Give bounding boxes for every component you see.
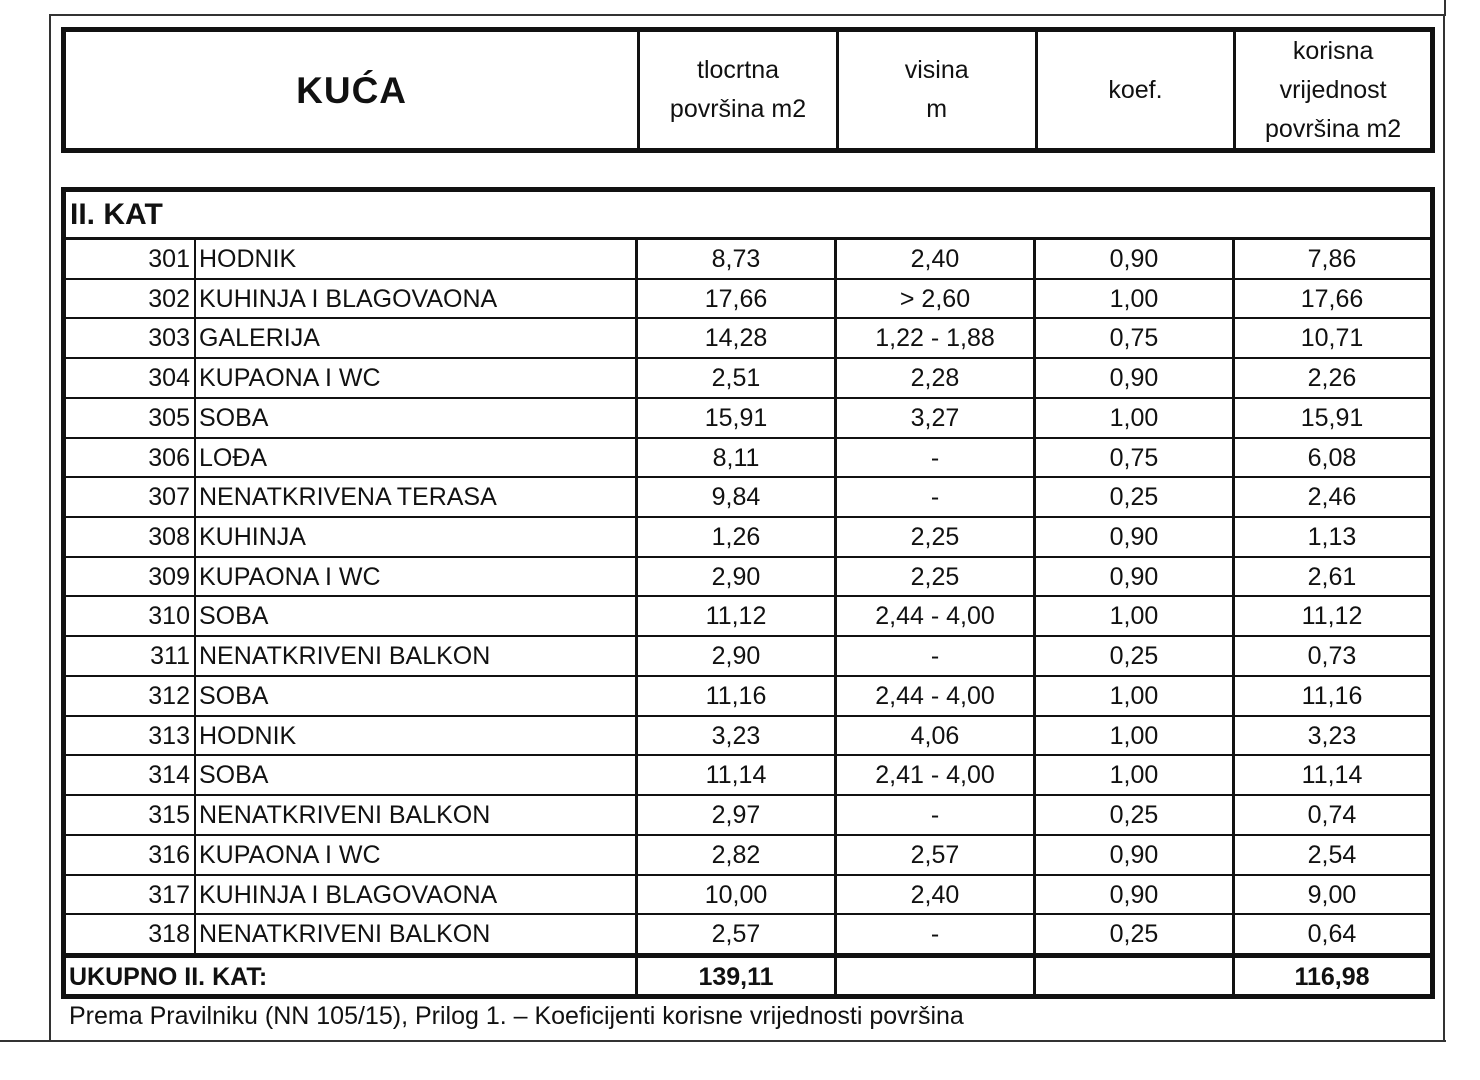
room-name-cell: GALERIJA	[196, 319, 638, 357]
room-number-cell: 310	[66, 597, 196, 635]
room-number-cell: 314	[66, 756, 196, 794]
useful-area-cell: 2,46	[1307, 483, 1357, 512]
header-floor-area	[637, 32, 836, 148]
height-cell: 4,06	[837, 717, 1036, 755]
header-height	[836, 32, 1035, 148]
floor-area-cell: 2,97	[638, 796, 837, 834]
room-number-cell: 304	[66, 359, 196, 397]
room-name-cell: KUPAONA I WC	[196, 836, 638, 874]
floor-area-cell: 2,90	[638, 637, 837, 675]
total-useful-area: 116,98	[1294, 962, 1370, 991]
floor-area-cell: 2,51	[638, 359, 837, 397]
floor-area-cell: 11,16	[638, 677, 837, 715]
floor-area-cell: 11,14	[638, 756, 837, 794]
coefficient-cell: 1,00	[1036, 399, 1235, 437]
room-name-cell: SOBA	[196, 399, 638, 437]
table-row	[66, 915, 1430, 955]
room-number-cell: 308	[66, 518, 196, 556]
room-name-cell: SOBA	[196, 677, 638, 715]
coefficient-cell: 0,90	[1036, 359, 1235, 397]
room-number-cell: 317	[66, 876, 196, 914]
table-row	[66, 637, 1430, 677]
room-name-cell: LOĐA	[196, 439, 638, 477]
header-table	[61, 27, 1435, 153]
table-row	[66, 876, 1430, 916]
height-cell: 2,25	[837, 518, 1036, 556]
room-number-cell: 305	[66, 399, 196, 437]
floor-area-cell: 8,73	[638, 240, 837, 278]
floor-area-cell: 11,12	[638, 597, 837, 635]
header-floor-area-line1: tlocrtna	[697, 56, 779, 84]
table-row	[66, 518, 1430, 558]
table-row	[66, 478, 1430, 518]
useful-area-cell: 3,23	[1307, 721, 1357, 750]
useful-area-cell: 1,13	[1307, 523, 1357, 552]
room-number-cell: 316	[66, 836, 196, 874]
height-cell: -	[837, 915, 1036, 953]
header-height-line1: visina	[904, 56, 969, 84]
room-name-cell: NENATKRIVENA TERASA	[196, 478, 638, 516]
coefficient-cell: 0,25	[1036, 796, 1235, 834]
header-floor-area-line2: površina m2	[669, 95, 807, 123]
height-cell: 3,27	[837, 399, 1036, 437]
floor-area-cell: 8,11	[638, 439, 837, 477]
rooms-table	[61, 187, 1435, 999]
coefficient-cell: 0,90	[1036, 558, 1235, 596]
table-row	[66, 597, 1430, 637]
header-height-line2: m	[926, 95, 948, 123]
coefficient-cell: 0,90	[1036, 876, 1235, 914]
table-row	[66, 756, 1430, 796]
room-name-cell: NENATKRIVENI BALKON	[196, 796, 638, 834]
height-cell: -	[837, 478, 1036, 516]
table-row	[66, 717, 1430, 757]
floor-area-cell: 2,90	[638, 558, 837, 596]
table-row	[66, 240, 1430, 280]
total-height	[837, 958, 1036, 997]
useful-area-cell: 9,00	[1307, 880, 1357, 909]
room-name-cell: KUHINJA	[196, 518, 638, 556]
table-row	[66, 439, 1430, 479]
floor-area-cell: 14,28	[638, 319, 837, 357]
footnote: Prema Pravilniku (NN 105/15), Prilog 1. – Koeficijenti korisne vrijednosti površina	[69, 1002, 964, 1030]
header-useful-area-line1: korisna	[1292, 36, 1374, 65]
useful-area-cell: 10,71	[1300, 324, 1364, 353]
floor-area-cell: 17,66	[638, 280, 837, 318]
floor-area-cell: 9,84	[638, 478, 837, 516]
room-name-cell: NENATKRIVENI BALKON	[196, 915, 638, 953]
room-number-cell: 306	[66, 439, 196, 477]
coefficient-cell: 1,00	[1036, 597, 1235, 635]
header-coefficient-label: koef.	[1108, 75, 1163, 104]
height-cell: -	[837, 796, 1036, 834]
room-name-cell: KUHINJA I BLAGOVAONA	[196, 280, 638, 318]
coefficient-cell: 0,90	[1036, 836, 1235, 874]
useful-area-cell: 0,64	[1307, 920, 1357, 949]
room-name-cell: NENATKRIVENI BALKON	[196, 637, 638, 675]
useful-area-cell: 7,86	[1307, 245, 1357, 273]
useful-area-cell: 11,12	[1301, 602, 1363, 631]
coefficient-cell: 0,25	[1036, 915, 1235, 953]
room-number-cell: 309	[66, 558, 196, 596]
useful-area-cell: 17,66	[1300, 284, 1364, 313]
room-number-cell: 313	[66, 717, 196, 755]
coefficient-cell: 0,90	[1036, 240, 1235, 278]
coefficient-cell: 0,25	[1036, 637, 1235, 675]
table-row	[66, 558, 1430, 598]
height-cell: 2,25	[837, 558, 1036, 596]
bottom-rule	[0, 1040, 1446, 1042]
header-title: KUĆA	[296, 69, 408, 111]
useful-area-cell: 11,14	[1301, 761, 1363, 790]
height-cell: 2,28	[837, 359, 1036, 397]
room-number-cell: 303	[66, 319, 196, 357]
useful-area-cell: 0,74	[1307, 801, 1357, 830]
room-number-cell: 311	[66, 637, 196, 675]
header-useful-area	[1233, 32, 1430, 148]
total-row	[66, 955, 1430, 997]
top-right-rule	[1444, 0, 1446, 16]
height-cell: 2,41 - 4,00	[837, 756, 1036, 794]
room-number-cell: 318	[66, 915, 196, 953]
useful-area-cell: 2,26	[1307, 364, 1357, 393]
room-number-cell: 302	[66, 280, 196, 318]
room-name-cell: SOBA	[196, 597, 638, 635]
coefficient-cell: 1,00	[1036, 677, 1235, 715]
useful-area-cell: 0,73	[1307, 642, 1357, 671]
height-cell: > 2,60	[837, 280, 1036, 318]
table-row	[66, 677, 1430, 717]
floor-area-cell: 10,00	[638, 876, 837, 914]
table-body	[66, 240, 1430, 955]
floor-area-cell: 1,26	[638, 518, 837, 556]
total-area: 139,11	[638, 958, 837, 997]
header-useful-area-line2: vrijednost	[1279, 75, 1387, 104]
height-cell: 2,44 - 4,00	[837, 677, 1036, 715]
table-row	[66, 796, 1430, 836]
coefficient-cell: 0,90	[1036, 518, 1235, 556]
room-name-cell: KUHINJA I BLAGOVAONA	[196, 876, 638, 914]
coefficient-cell: 1,00	[1036, 756, 1235, 794]
room-number-cell: 301	[66, 240, 196, 278]
useful-area-cell: 6,08	[1307, 443, 1357, 472]
coefficient-cell: 1,00	[1036, 717, 1235, 755]
height-cell: -	[837, 439, 1036, 477]
total-label: UKUPNO II. KAT:	[66, 958, 638, 997]
room-name-cell: HODNIK	[196, 717, 638, 755]
coefficient-cell: 0,75	[1036, 319, 1235, 357]
total-coefficient	[1036, 958, 1235, 997]
useful-area-cell: 2,54	[1307, 840, 1357, 869]
room-name-cell: SOBA	[196, 756, 638, 794]
table-row	[66, 280, 1430, 320]
floor-area-cell: 15,91	[638, 399, 837, 437]
room-name-cell: KUPAONA I WC	[196, 359, 638, 397]
useful-area-cell: 15,91	[1300, 403, 1364, 432]
height-cell: 2,40	[837, 240, 1036, 278]
header-useful-area-line3: površina m2	[1265, 114, 1402, 143]
height-cell: -	[837, 637, 1036, 675]
table-row	[66, 399, 1430, 439]
height-cell: 2,40	[837, 876, 1036, 914]
room-name-cell: KUPAONA I WC	[196, 558, 638, 596]
table-row	[66, 359, 1430, 399]
table-row	[66, 319, 1430, 359]
section-title: II. KAT	[66, 192, 1430, 240]
floor-area-cell: 2,82	[638, 836, 837, 874]
room-name-cell: HODNIK	[196, 240, 638, 278]
height-cell: 1,22 - 1,88	[837, 319, 1036, 357]
room-number-cell: 312	[66, 677, 196, 715]
useful-area-cell: 11,16	[1301, 681, 1363, 710]
height-cell: 2,57	[837, 836, 1036, 874]
height-cell: 2,44 - 4,00	[837, 597, 1036, 635]
room-number-cell: 315	[66, 796, 196, 834]
header-coefficient	[1035, 32, 1234, 148]
floor-area-cell: 3,23	[638, 717, 837, 755]
coefficient-cell: 0,25	[1036, 478, 1235, 516]
coefficient-cell: 1,00	[1036, 280, 1235, 318]
floor-area-cell: 2,57	[638, 915, 837, 953]
table-row	[66, 836, 1430, 876]
room-number-cell: 307	[66, 478, 196, 516]
useful-area-cell: 2,61	[1307, 562, 1357, 591]
coefficient-cell: 0,75	[1036, 439, 1235, 477]
